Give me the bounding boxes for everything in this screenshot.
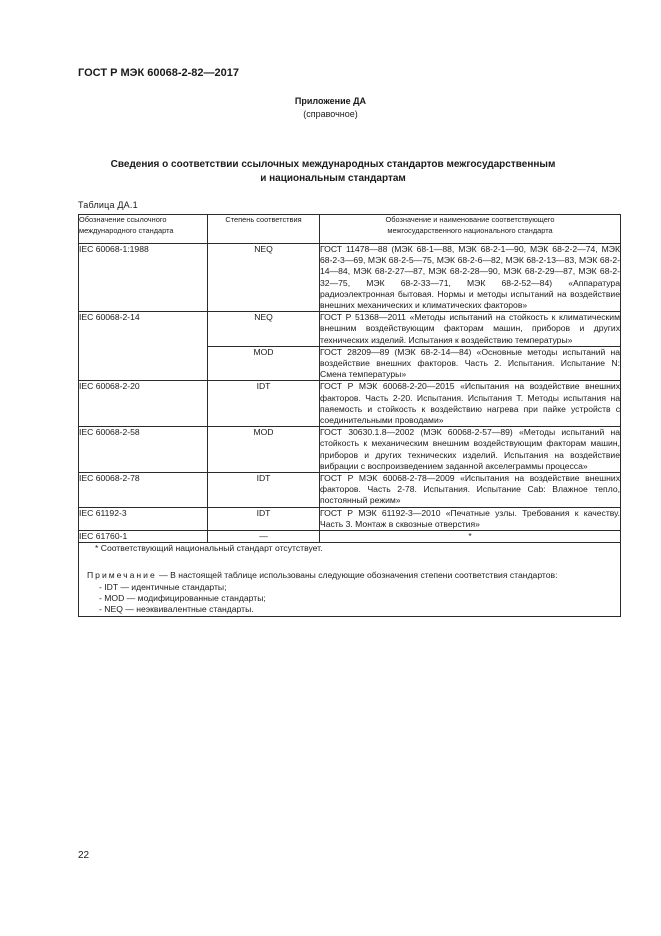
footnote: * Соответствующий национальный стандарт отсутствует. [95,543,323,554]
degree-cell: MOD [208,427,320,473]
degree-cell: — [208,531,320,543]
note-label: Примечание [87,570,157,581]
national-standard-cell: ГОСТ Р МЭК 61192-3—2010 «Печатные узлы. Требования к качеству. Часть 3. Монтаж в сквозные отверстия» [320,507,620,529]
table-row [79,473,621,508]
national-standard-cell: ГОСТ 28209—89 (МЭК 68-2-14—84) «Основные методы испытаний на воздействие внешних факторов. Часть 2. Испытания. Испытание N: Смена температуры» [320,346,620,380]
intl-standard-cell: IEC 60068-2-20 [79,381,208,427]
national-standard-cell: * [320,531,621,543]
degree-cell: MOD [208,346,320,381]
header-intl-standard [79,215,208,244]
table-header-row [79,215,621,244]
national-standard-cell: ГОСТ Р 51368—2011 «Методы испытаний на стойкость к климатическим внешним воздействующим факторам машин, приборов и других технических изделий. Испытания к воздействию температуры» [320,312,620,345]
intl-standard-cell: IEC 61192-3 [79,507,208,530]
degree-cell: NEQ [208,312,320,347]
page-number: 22 [78,850,90,861]
legend-item-mod: - MOD — модифицированные стандарты; [99,593,266,604]
intl-standard-cell: IEC 60068-1:1988 [79,244,208,312]
section-title [78,158,588,186]
header-intl-line-2: международного стандарта [79,225,174,235]
note [79,570,620,582]
header-degree: Степень соответствия [208,215,320,244]
table-row [79,244,621,312]
appendix-note: (справочное) [303,109,358,119]
intl-standard-cell: IEC 60068-2-58 [79,427,208,473]
appendix-title: Приложение ДА [294,96,367,106]
national-standard-cell: ГОСТ 30630.1.8—2002 (МЭК 60068-2-57—89) «Методы испытаний на стойкость к механическим внешним воздействующим факторам машин, приборов и других технических изделий. Испытания на воздействие вибрации с воспроизведением заданной акселеграммы процесса» [320,427,620,471]
header-national-line-1: Обозначение и наименование соответствующего [385,215,555,224]
table-footer [79,543,621,616]
table-row [79,381,621,427]
section-title-line-1: Сведения о соответствии ссылочных международных стандартов межгосударственным [110,159,556,170]
legend-item-neq: - NEQ — неэквивалентные стандарты. [99,604,254,615]
table-row [79,312,621,347]
degree-cell: NEQ [208,244,320,312]
national-standard-cell: ГОСТ Р МЭК 60068-2-78—2009 «Испытания на воздействие внешних факторов. Часть 2-78. Испытания. Испытание Cab: Влажное тепло, постоянный режим» [320,473,620,506]
table-row [79,531,621,543]
national-standard-cell: ГОСТ 11478—88 (МЭК 68-1—88, МЭК 68-2-1—90, МЭК 68-2-2—74, МЭК 68-2-3—69, МЭК 68-2-5—75, МЭК 68-2-6—82, МЭК 68-2-13—83, МЭК 68-2-14—84, МЭК 68-2-27—87, МЭК 68-2-28—90, МЭК 68-2-29—87, МЭК 68-2-32—75, МЭК 68-2-33—71, МЭК 68-2-52—84) «Аппаратура радиоэлектронная бытовая. Нормы и методы испытаний на воздействие внешних механических и климатических факторов» [320,244,620,311]
degree-cell: IDT [208,507,320,530]
intl-standard-cell: IEC 60068-2-14 [79,312,208,381]
degree-cell: IDT [208,473,320,508]
legend-item-idt: - IDT — идентичные стандарты; [99,581,227,592]
national-standard-cell: ГОСТ Р МЭК 60068-2-20—2015 «Испытания на воздействие внешних факторов. Часть 2-20. Испытания. Испытания Т. Методы испытания на паяемость и стойкость к воздействию нагрева при пайке устройств с соединительными проводами» [320,381,620,426]
table-row [79,427,621,473]
intl-standard-cell: IEC 60068-2-78 [79,473,208,508]
standards-table [78,214,621,617]
header-national-line-2: межгосударственного национального стандарта [387,225,553,235]
table-footer-row [79,543,621,616]
note-text: — В настоящей таблице использованы следующие обозначения степени соответствия стандартов: [156,570,558,581]
header-intl-line-1: Обозначение ссылочного [79,215,167,224]
table-row [79,507,621,530]
table-caption: Таблица ДА.1 [78,200,138,210]
degree-cell: IDT [208,381,320,427]
header-national-standard [320,215,621,244]
section-title-line-2: и национальным стандартам [260,173,406,184]
intl-standard-cell: IEC 61760-1 [79,531,208,543]
document-code: ГОСТ Р МЭК 60068-2-82—2017 [78,67,239,79]
